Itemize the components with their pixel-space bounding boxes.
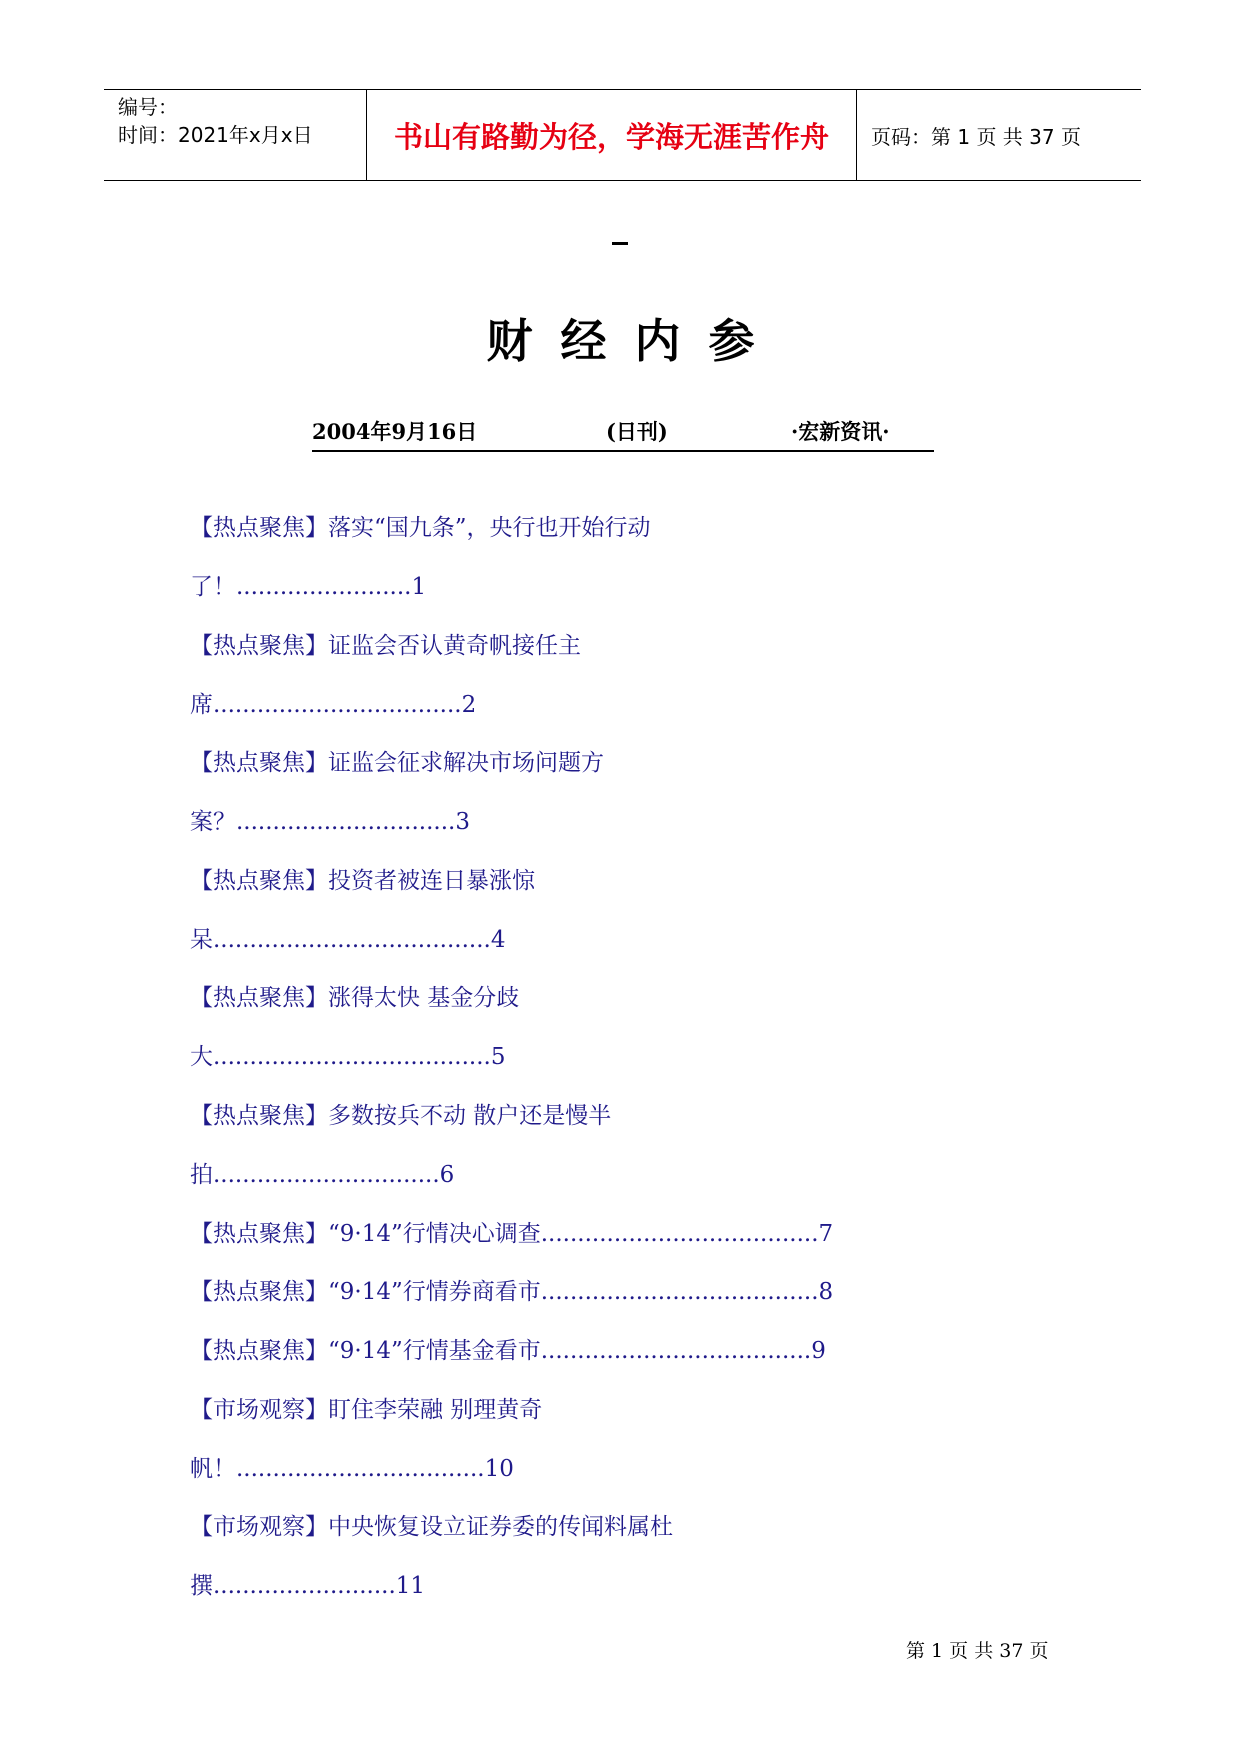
toc-line[interactable]: 【热点聚焦】证监会征求解决市场问题方 [190, 750, 604, 776]
document-header [104, 89, 1141, 181]
issue-edition: (日刊) [606, 419, 668, 444]
toc-line[interactable]: 呆......................................4 [190, 927, 506, 953]
issue-source: ·宏新资讯· [791, 419, 890, 444]
toc-line[interactable]: 大......................................5 [190, 1044, 506, 1070]
toc-line[interactable]: 了！........................1 [190, 574, 427, 600]
number-label: 编号： [118, 95, 178, 119]
toc-line[interactable]: 【市场观察】中央恢复设立证券委的传闻料属杜 [190, 1514, 673, 1540]
document-title: 财经内参 [486, 314, 783, 368]
toc-line[interactable]: 【热点聚焦】“9·14”行情券商看市......................................8 [190, 1279, 834, 1305]
toc-line[interactable]: 拍...............................6 [190, 1162, 455, 1188]
toc-line[interactable]: 帆！..................................10 [190, 1456, 514, 1482]
toc-line[interactable]: 案？..............................3 [190, 809, 470, 835]
toc-line[interactable]: 【热点聚焦】“9·14”行情基金看市.....................................9 [190, 1338, 826, 1364]
toc-line[interactable]: 【热点聚焦】投资者被连日暴涨惊 [190, 868, 535, 894]
header-motto: 书山有路勤为径，学海无涯苦作舟 [367, 90, 857, 180]
issue-date: 2004年9月16日 [312, 419, 478, 444]
toc-line[interactable]: 【热点聚焦】“9·14”行情决心调查......................................7 [190, 1221, 834, 1247]
toc-line[interactable]: 【热点聚焦】证监会否认黄奇帆接任主 [190, 633, 581, 659]
toc-line[interactable]: 【热点聚焦】落实“国九条”，央行也开始行动 [190, 515, 651, 541]
toc-line[interactable]: 【市场观察】盯住李荣融 别理黄奇 [190, 1397, 543, 1423]
page-footer: 第 1 页 共 37 页 [906, 1640, 1049, 1662]
time-label: 时间：2021年x月x日 [118, 123, 313, 147]
header-page-code: 页码：第 1 页 共 37 页 [871, 124, 1081, 149]
toc-line[interactable]: 【热点聚焦】涨得太快 基金分歧 [190, 985, 520, 1011]
toc-line[interactable]: 席..................................2 [190, 692, 477, 718]
separator-dash [612, 242, 628, 245]
toc-line[interactable]: 【热点聚焦】多数按兵不动 散户还是慢半 [190, 1103, 612, 1129]
header-meta-cell [104, 90, 367, 180]
dateline [312, 416, 934, 452]
toc-line[interactable]: 撰.........................11 [190, 1573, 426, 1599]
